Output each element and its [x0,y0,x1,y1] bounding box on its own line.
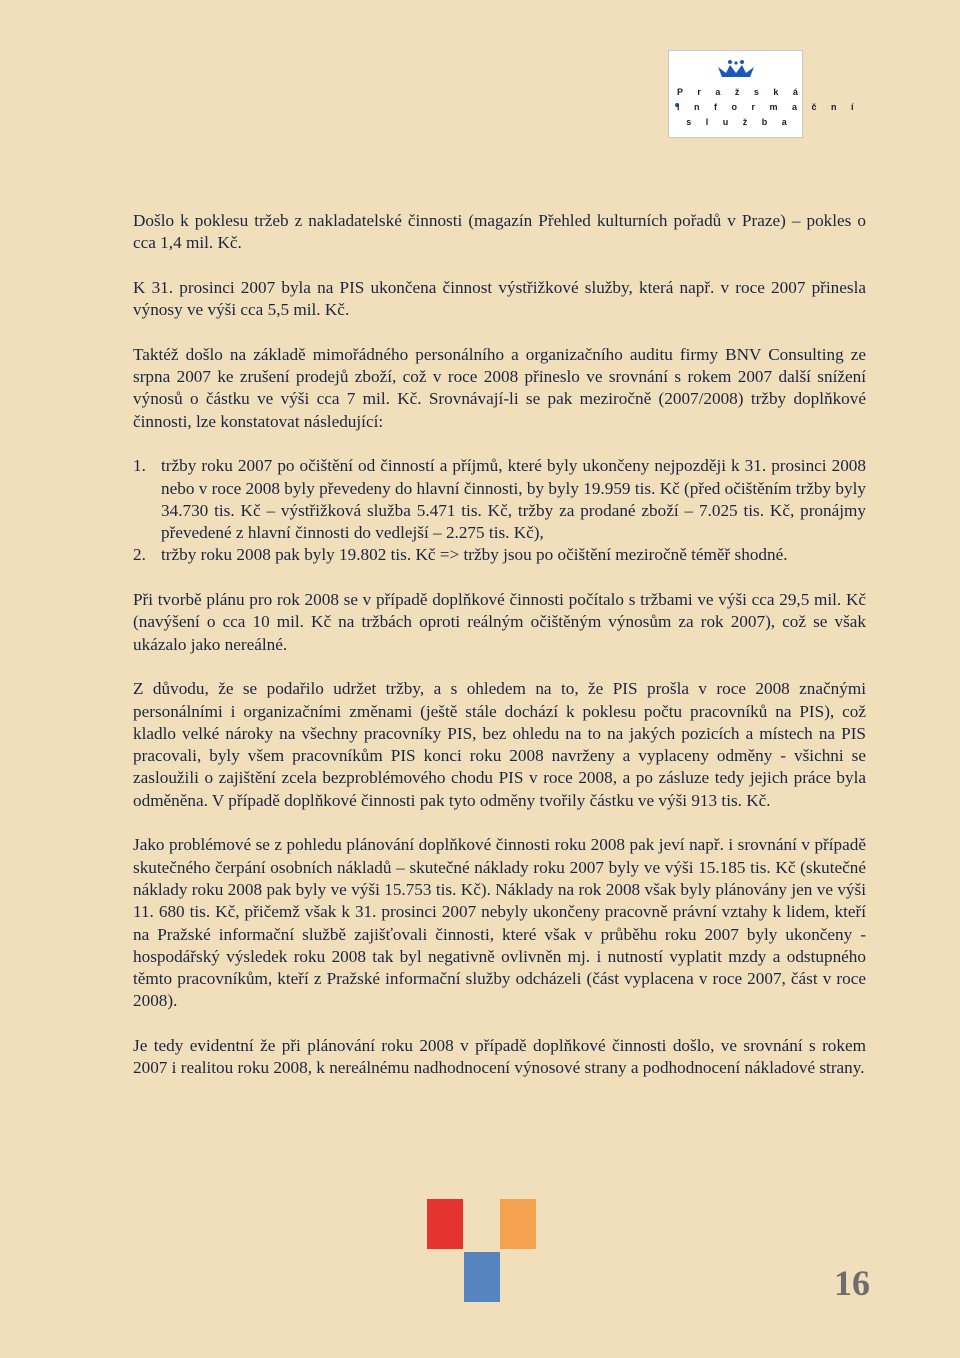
crown-icon [716,59,756,79]
logo-text-line-2: i n f o r m a č n í [677,102,860,112]
document-body [133,210,866,1102]
paragraph-conclusion: Je tedy evidentní že při plánování roku 2008 v případě doplňkové činnosti došlo, ve srovnání s rokem 2007 i realitou roku 2008, k nereálnému nadhodnocení výnosové strany a podhodnocení nákladové strany. [133,1035,866,1078]
decor-square-orange [500,1199,536,1249]
logo-text-line-3: s l u ž b a [686,117,793,127]
list-item-text: tržby roku 2008 pak byly 19.802 tis. Kč => tržby jsou po očištění meziročně téměř shodné. [161,545,788,565]
paragraph-audit: Taktéž došlo na základě mimořádného personálního a organizačního auditu firmy BNV Consulting ze srpna 2007 ke zrušení prodejů zboží, což v roce 2008 přineslo ve srovnání s rokem 2007 další snížení výnosů o částku ve výši cca 7 mil. Kč. Srovnávají-li se pak meziročně (2007/2008) tržby doplňkové činnosti, lze konstatovat následující: [133,344,866,431]
paragraph-plan-2008: Při tvorbě plánu pro rok 2008 se v případě doplňkové činnosti počítalo s tržbami ve výši cca 29,5 mil. Kč (navýšení o cca 10 mil. Kč na tržbách oproti reálným očištěným výnosům za rok 2007), což se však ukázalo jako nereálné. [133,590,866,654]
list-item-number: 1. [133,456,146,476]
page-number: 16 [834,1263,870,1303]
logo-text-line-1: P r a ž s k á [677,87,804,97]
decor-square-blue [464,1252,500,1302]
paragraph-clipping-service: K 31. prosinci 2007 byla na PIS ukončena činnost výstřižkové služby, která např. v roce 2007 přinesla výnosy ve výši cca 5,5 mil. Kč. [133,277,866,320]
list-item-text: tržby roku 2007 po očištění od činností a příjmů, které byly ukončeny nejpozději k 31. prosinci 2008 nebo v roce 2008 byly převedeny do hlavní činnosti, by byly 19.959 tis. Kč (před očištěním tržby byly 34.730 tis. Kč – výstřižková služba 5.471 tis. Kč, tržby za prodané zboží – 7.025 tis. Kč, pronájmy převedené z hlavní činnosti do vedlejší – 2.275 tis. Kč), [161,456,866,543]
list-item [133,544,866,566]
revenue-comparison-list [133,455,866,566]
paragraph-bonuses: Z důvodu, že se podařilo udržet tržby, a s ohledem na to, že PIS prošla v roce 2008 značnými personálními i organizačními změnami (ještě stále dochází k poklesu počtu pracovníků na PIS), což kladlo velké nároky na všechny pracovníky PIS, bez ohledu na to na jakých pozicích a místech na PIS pracovali, byly všem pracovníkům PIS konci roku 2008 navrženy a vyplaceny odměny - všichni se zasloužili o zajištění zcela bezproblémového chodu PIS v roce 2008, a po zásluze tedy jejich práce byla odměněna. V případě doplňkové činnosti pak tyto odměny tvořily částku ve výši 913 tis. Kč. [133,679,866,810]
list-item-number: 2. [133,545,146,565]
decor-square-red [427,1199,463,1249]
paragraph-personnel-costs: Jako problémové se z pohledu plánování doplňkové činnosti roku 2008 pak jeví např. i srovnání v případě skutečného čerpání osobních nákladů – skutečné náklady roku 2007 byly ve výši 15.185 tis. Kč (skutečné náklady roku 2008 pak byly ve výši 15.753 tis. Kč). Náklady na rok 2008 však byly plánovány jen ve výši 11. 680 tis. Kč, přičemž však k 31. prosinci 2007 nebyly ukončeny pracovně právní vztahy k lidem, kteří na Pražské informační službě zajišťovali činnosti, které však v průběhu roku 2007 byly ukončeny - hospodářský výsledek roku 2008 tak byl negativně ovlivněn mj. i nutností vyplatit mzdy a odstupného těmto pracovníkům, kteří z Pražské informační služby odcházeli (část vyplacena v roce 2007, část v roce 2008). [133,835,866,1011]
list-item [133,455,866,544]
pis-logo [668,50,860,138]
paragraph-publishing-revenue: Došlo k poklesu tržeb z nakladatelské činnosti (magazín Přehled kulturních pořadů v Praze) – pokles o cca 1,4 mil. Kč. [133,211,866,253]
